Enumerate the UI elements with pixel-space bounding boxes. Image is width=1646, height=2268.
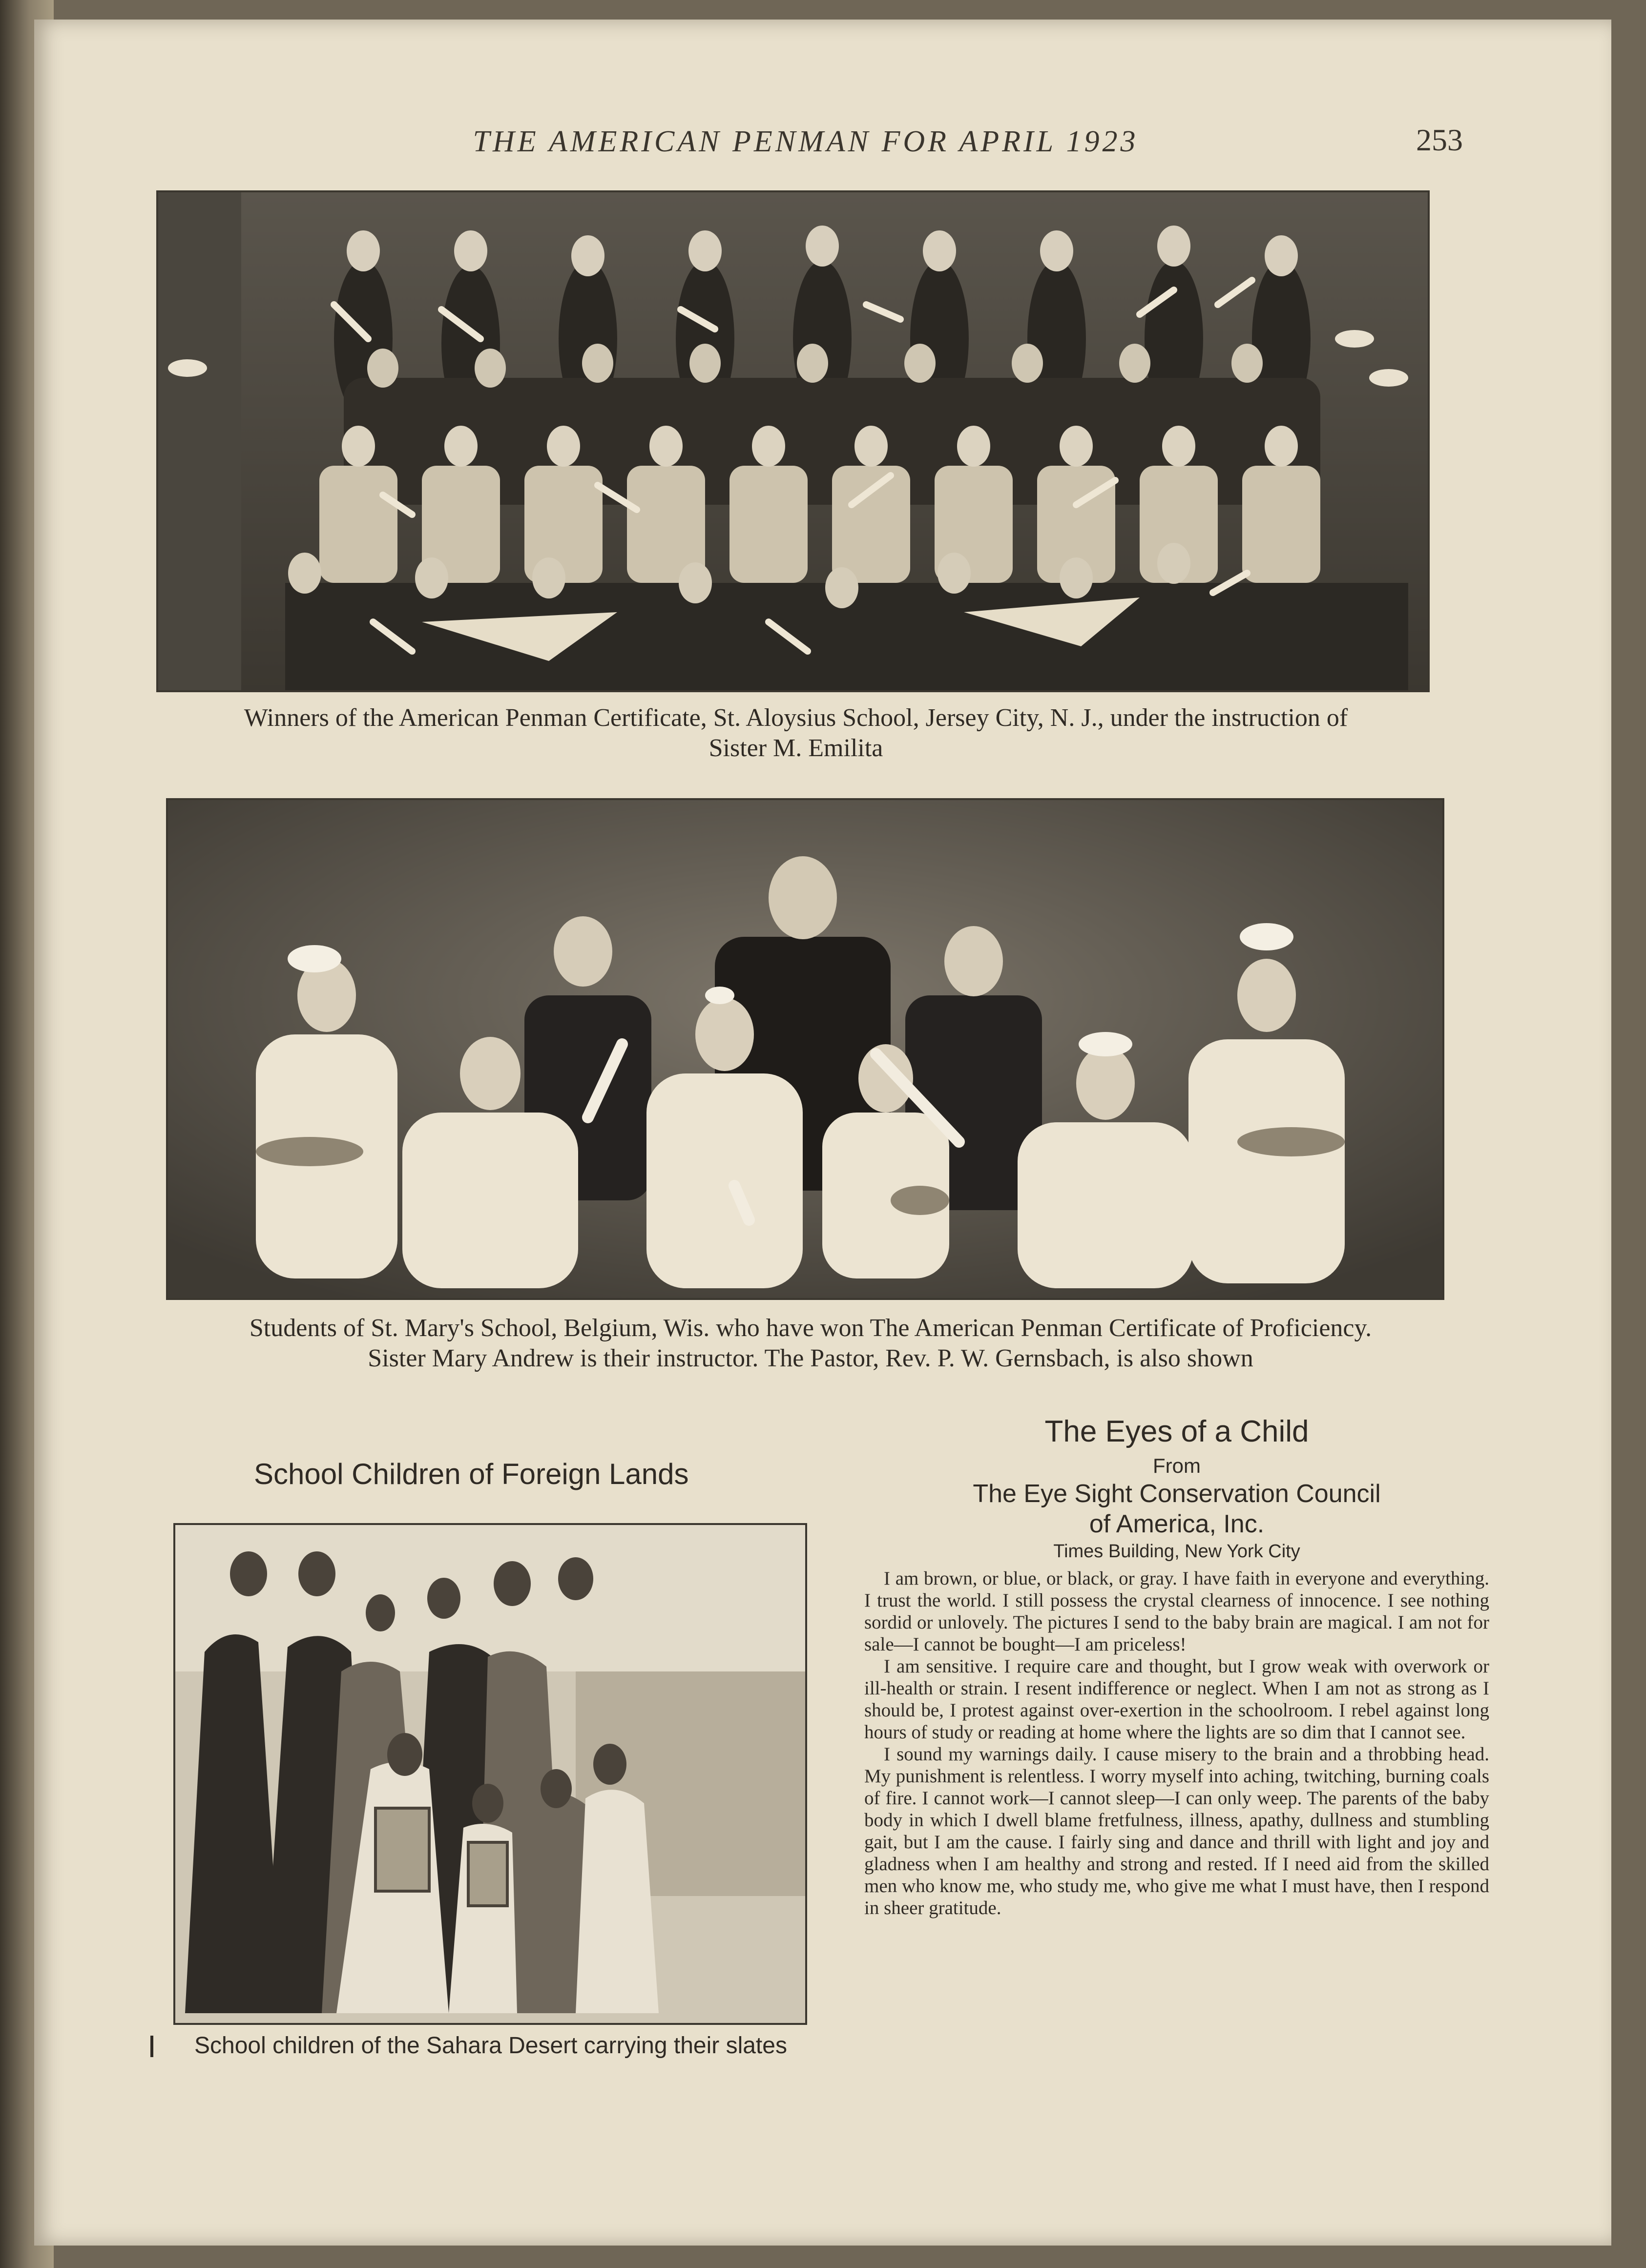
photo2-caption-line2: Sister Mary Andrew is their instructor. The Pastor, Rev. P. W. Gernsbach, is also shown — [368, 1344, 1253, 1372]
photo2-caption — [171, 1313, 1450, 1374]
article-council-line2: of America, Inc. — [1089, 1510, 1265, 1538]
margin-mark — [150, 2036, 153, 2057]
section-heading-foreign-lands: School Children of Foreign Lands — [254, 1458, 689, 1490]
article-paragraph: I sound my warnings daily. I cause misery to the brain and a throbbing head. My punishment is relentless. I worry myself into aching, twitching, burning coals of fire. I cannot work—I cannot sleep—I can only weep. The parents of the baby body in which I dwell blame fretfulness, illness, apathy, dullness and stumbling gait, but I am the cause. I fairly sing and dance and thrill with light and joy and gladness when I am healthy and strong and rested. If I need aid from the skilled men who know me, who study me, who give me what I must have, then I respond in sheer gratitude. — [864, 1744, 1489, 1918]
photo1-caption — [161, 703, 1431, 763]
sahara-photo-caption: School children of the Sahara Desert carrying their slates — [194, 2033, 787, 2059]
article-title: The Eyes of a Child — [1044, 1415, 1309, 1448]
article-address: Times Building, New York City — [1053, 1541, 1300, 1562]
article-body — [864, 1567, 1489, 1919]
group-photo-st-aloysius — [156, 190, 1430, 692]
article-council: The Eye Sight Conservation Council — [973, 1480, 1381, 1508]
photo1-caption-line1: Winners of the American Penman Certificate, St. Aloysius School, Jersey City, N. J., under the instruction of — [244, 704, 1348, 732]
group-photo-st-marys — [166, 798, 1444, 1300]
photo1-caption-line2: Sister M. Emilita — [708, 734, 883, 762]
photo-sahara-children — [173, 1523, 807, 2025]
page-number: 253 — [1416, 123, 1463, 157]
article-eyes-of-a-child — [864, 1413, 1489, 1919]
article-paragraph: I am sensitive. I require care and thought, but I grow weak with overwork or ill-health or strain. I resent indifference or neglect. When I am not as strong as I should be, I protest against over-exertion in the schoolroom. I rebel against long hours of study or reading at home where the lights are so dim that I cannot see. — [864, 1656, 1489, 1743]
article-from: From — [1153, 1454, 1201, 1477]
photo2-caption-line1: Students of St. Mary's School, Belgium, Wis. who have won The American Penman Certificate of Proficiency. — [249, 1314, 1372, 1342]
running-header: THE AMERICAN PENMAN FOR APRIL 1923 — [473, 125, 1139, 158]
article-paragraph: I am brown, or blue, or black, or gray. I have faith in everyone and everything. I trust the world. I still possess the crystal clearness of innocence. I see nothing sordid or unlovely. The pictures I send to the baby brain are magical. I am not for sale—I cannot be bought—I am priceless! — [864, 1568, 1489, 1655]
